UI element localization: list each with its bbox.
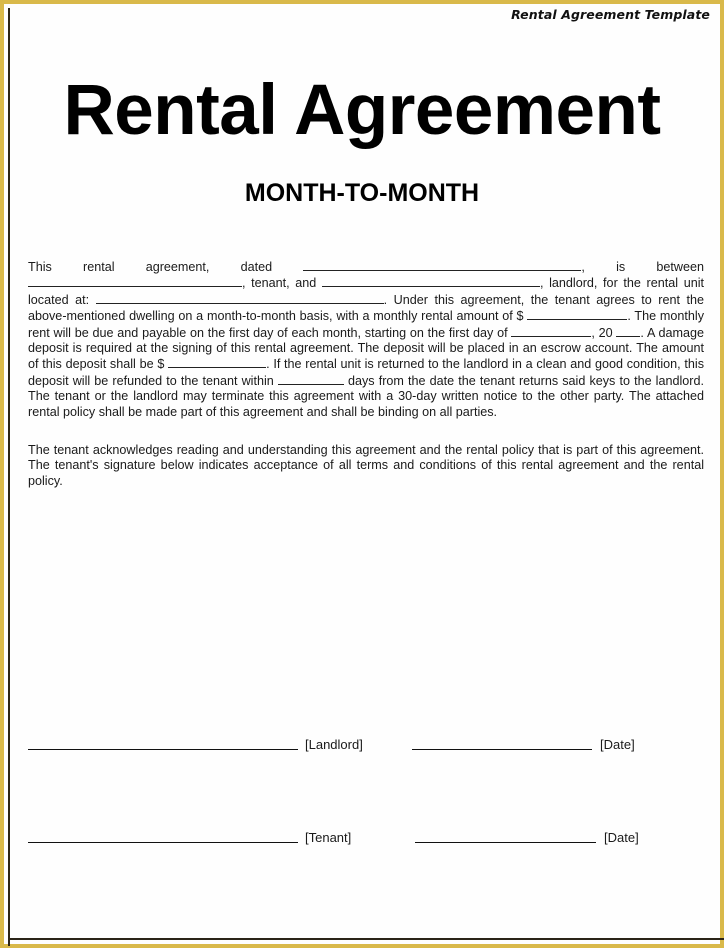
template-header-label: Rental Agreement Template — [511, 7, 710, 22]
agreement-paragraph — [28, 259, 704, 420]
tenant-date-line[interactable] — [415, 842, 596, 843]
text-segment: . A damage deposit is required at the signing of this rental agreement. The deposit will be placed in an escrow account. The amount of this deposit shall be $ — [28, 325, 704, 372]
monthly-rent-blank-field[interactable] — [527, 308, 627, 320]
tenant-name-blank-field[interactable] — [28, 275, 242, 287]
acknowledgement-paragraph: The tenant acknowledges reading and understanding this agreement and the rental policy that is part of this agreement. The tenant's signature below indicates acceptance of all terms and conditions of this rental agreement and the rental policy. — [28, 443, 704, 488]
text-segment: , landlord, for the rental unit located at: — [28, 276, 704, 307]
landlord-label: [Landlord] — [305, 737, 363, 752]
unit-address-blank-field[interactable] — [96, 292, 384, 304]
landlord-signature-line[interactable] — [28, 749, 298, 750]
refund-days-blank-field[interactable] — [278, 373, 344, 385]
tenant-label: [Tenant] — [305, 830, 352, 845]
start-year-blank-field[interactable] — [616, 325, 640, 337]
text-segment: , tenant, and — [242, 276, 317, 291]
tenant-date-label: [Date] — [604, 830, 639, 845]
text-segment: days from the date the tenant returns said keys to the landlord. The tenant or the landlord may terminate this agreement with a 30-day written notice to the other party. The attached rental policy shall be made part of this agreement and shall be binding on all parties. — [28, 373, 704, 419]
text-segment: , 20 — [591, 325, 613, 340]
document-title: Rental Agreement — [63, 71, 661, 150]
text-segment: This rental agreement, dated — [28, 260, 273, 274]
document-subtitle: MONTH-TO-MONTH — [244, 179, 480, 207]
landlord-signature-row — [28, 736, 704, 756]
start-month-blank-field[interactable] — [511, 325, 591, 337]
text-segment: , is between — [581, 260, 705, 274]
date-blank-field[interactable] — [303, 259, 581, 271]
landlord-date-line[interactable] — [412, 749, 592, 750]
frame-shadow-bottom — [8, 938, 724, 940]
tenant-signature-row — [28, 829, 704, 849]
text-segment: . If the rental unit is returned to the landlord in a clean and good condition, this deposit will be refunded to the tenant within — [28, 357, 704, 388]
landlord-name-blank-field[interactable] — [322, 275, 540, 287]
text-segment: . Under this agreement, the tenant agrees to rent the above-mentioned dwelling on a month-to-month basis, with a monthly rental amount of $ — [28, 292, 704, 324]
landlord-date-label: [Date] — [600, 737, 635, 752]
deposit-amount-blank-field[interactable] — [168, 356, 266, 368]
text-segment: . The monthly rent will be due and payable on the first day of each month, starting on the first day of — [28, 309, 704, 340]
tenant-signature-line[interactable] — [28, 842, 298, 843]
